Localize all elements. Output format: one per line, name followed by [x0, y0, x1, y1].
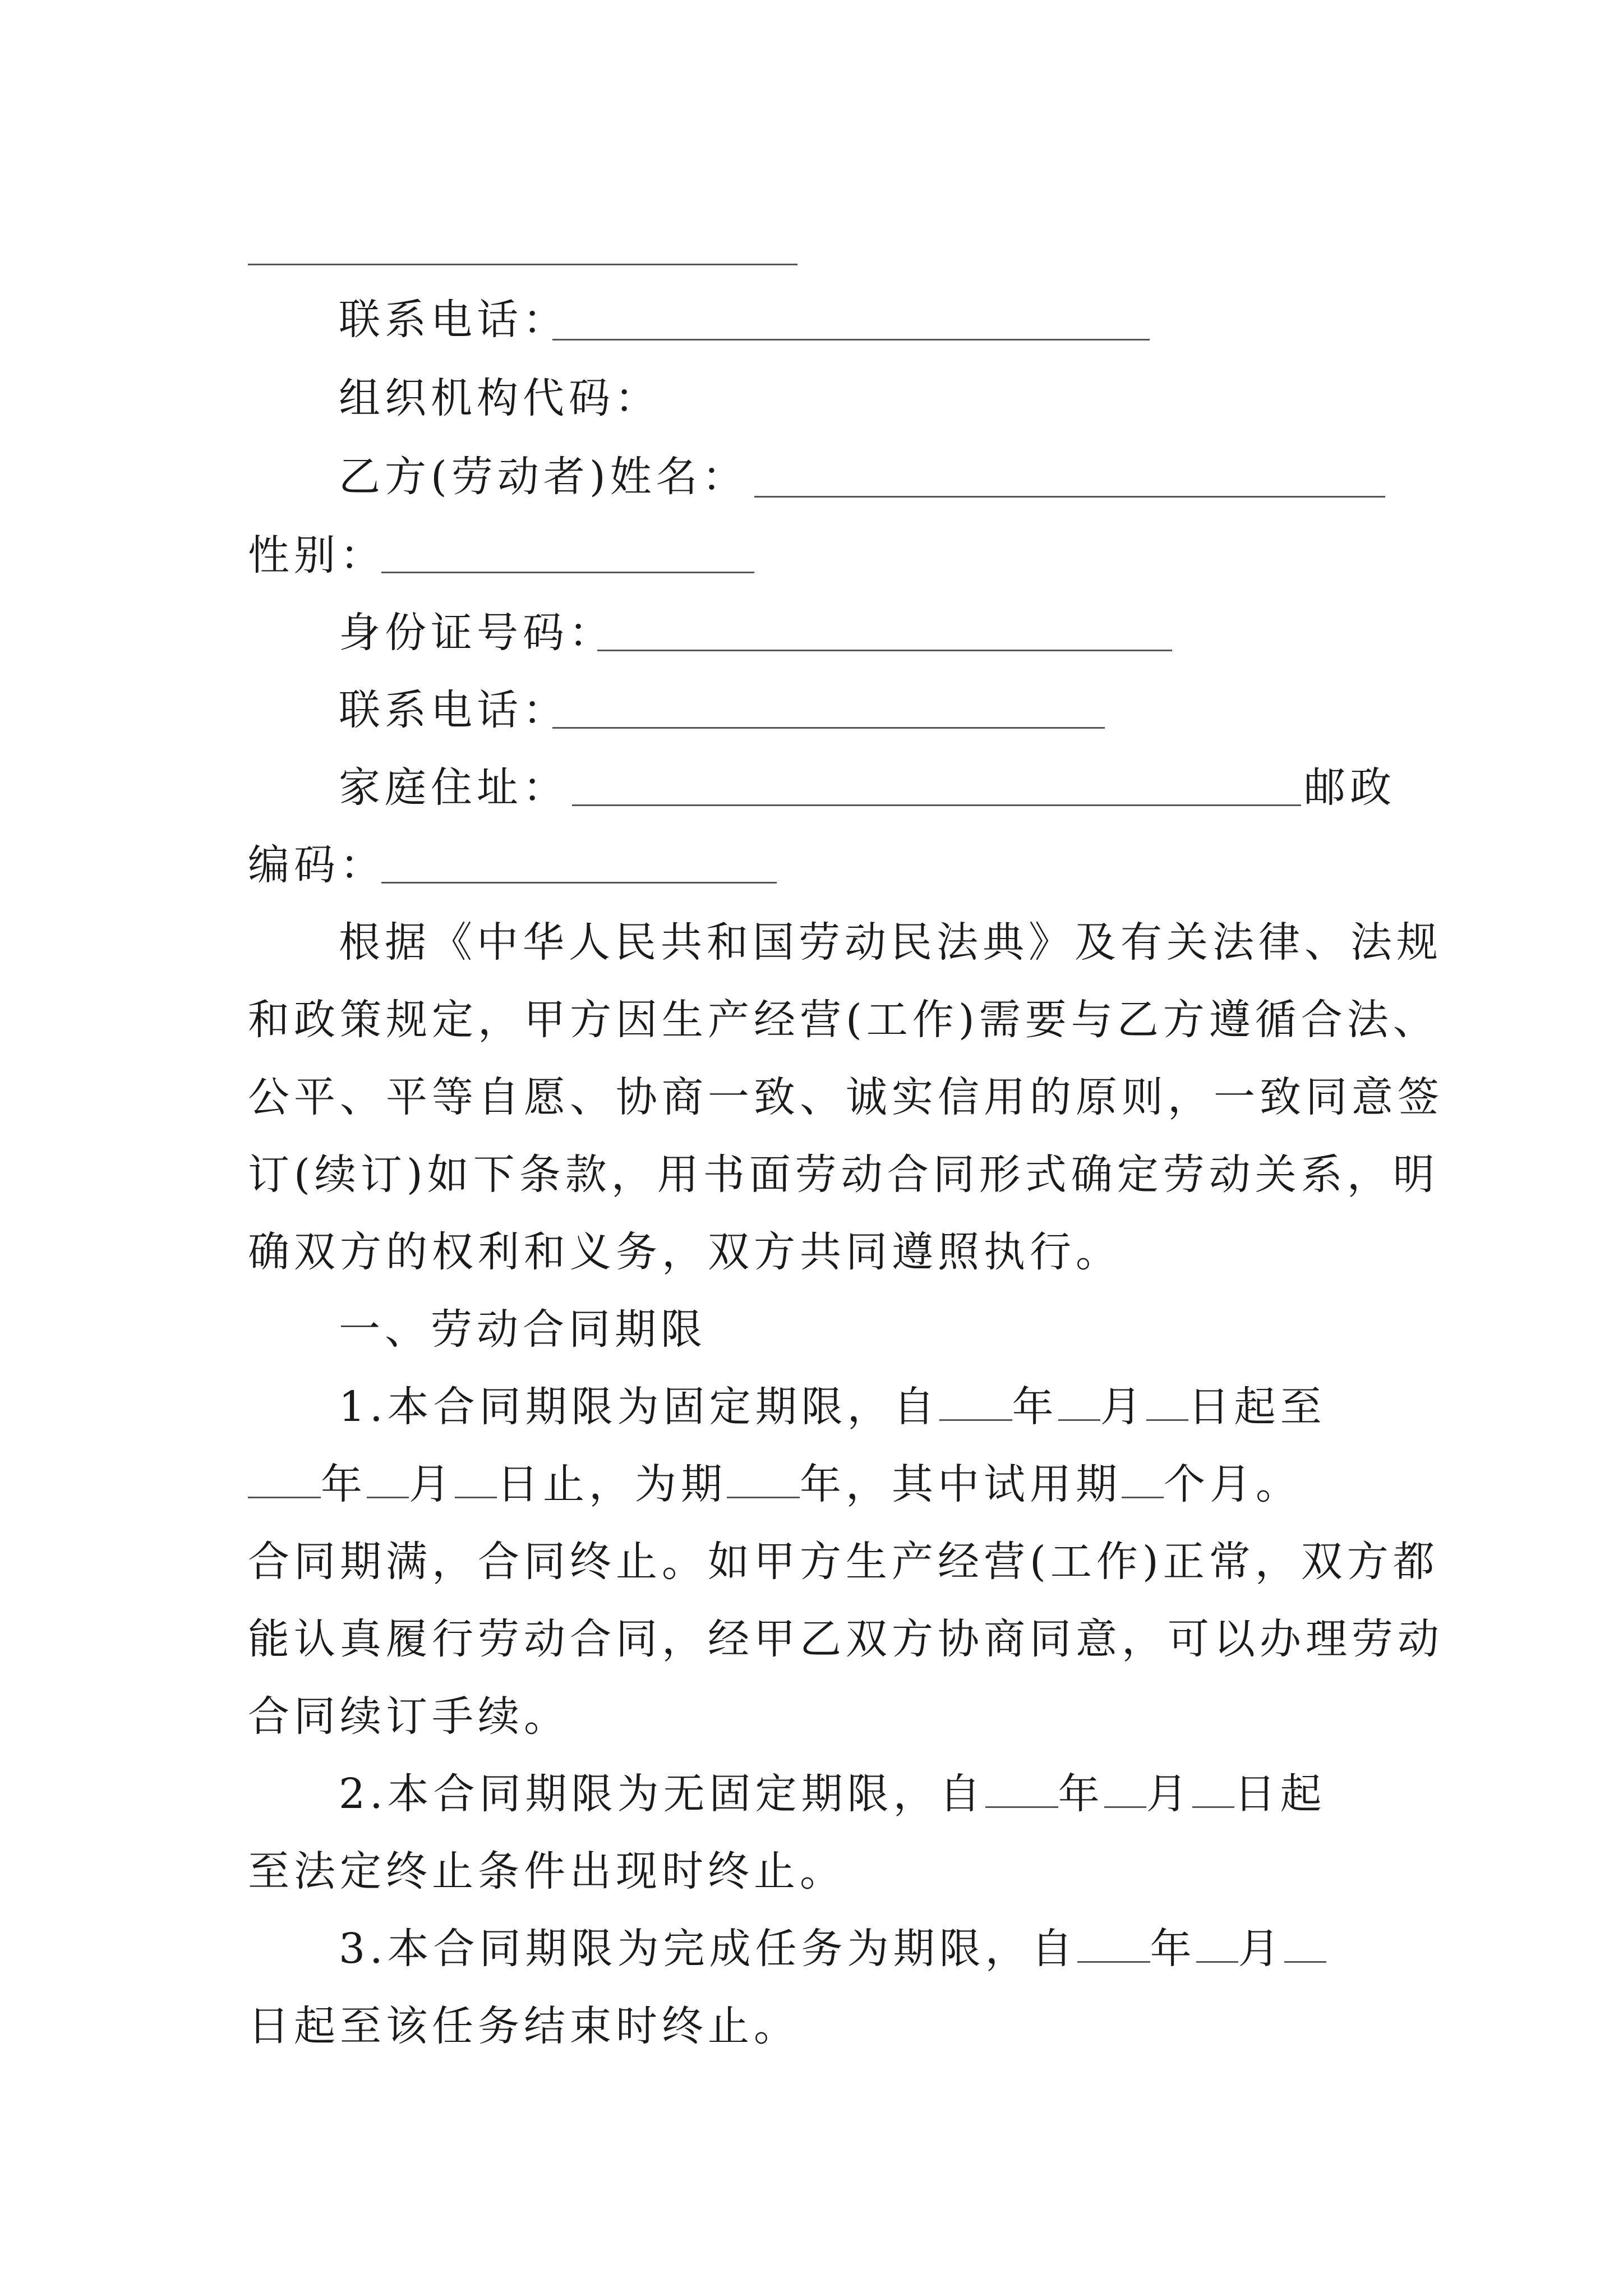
- party-b-gender-label: 性别：: [248, 531, 386, 579]
- item-1-months-end-label: 个月。: [1164, 1460, 1302, 1508]
- item-2-day-blank: [1192, 1801, 1234, 1808]
- item-2-month-label: 月: [1146, 1770, 1192, 1818]
- party-b-gender-row: [248, 527, 386, 583]
- preamble-line-4: 订(续订)如下条款，用书面劳动合同形式确定劳动关系，明: [248, 1151, 1439, 1199]
- section-1-heading: 一、劳动合同期限: [339, 1305, 707, 1354]
- item-1-trial-blank: [1122, 1491, 1164, 1498]
- item-1-start-month-blank: [1058, 1414, 1100, 1421]
- item-1-line-5: 合同续订手续。: [248, 1692, 570, 1741]
- party-b-postcode-label-part2: 编码：: [248, 841, 386, 889]
- item-1-year-label: 年: [1012, 1383, 1058, 1431]
- item-2-year-label: 年: [1058, 1770, 1104, 1818]
- item-1-line-2: [248, 1456, 1302, 1512]
- item-2-line-2: 至法定终止条件出现时终止。: [248, 1847, 846, 1895]
- item-2-day-label: 日起: [1234, 1770, 1326, 1818]
- item-3-text-a: 3.本合同期限为完成任务为期限，自: [339, 1925, 1077, 1973]
- party-b-address-blank: [572, 804, 1301, 806]
- party-b-name-label: 乙方(劳动者)姓名：: [339, 453, 748, 501]
- party-a-phone-row: [339, 292, 569, 348]
- preamble-line-2: 和政策规定，甲方因生产经营(工作)需要与乙方遵循合法、: [248, 996, 1439, 1044]
- party-b-phone-row: [339, 682, 569, 738]
- party-b-address-row: [339, 760, 569, 816]
- party-b-postcode-label-part1: 邮政: [1304, 763, 1396, 812]
- party-b-id-row: [339, 605, 615, 661]
- party-b-id-blank: [597, 650, 1172, 651]
- item-3-year-blank: [1077, 1955, 1150, 1963]
- party-a-phone-label: 联系电话：: [339, 296, 569, 344]
- item-1-line-1: [339, 1379, 1326, 1435]
- item-1-month-label: 月: [1100, 1383, 1146, 1431]
- item-1-duration-blank: [727, 1491, 800, 1498]
- item-2-year-blank: [985, 1801, 1058, 1808]
- item-1-start-year-blank: [939, 1414, 1012, 1421]
- preamble-line-1: 根据《中华人民共和国劳动民法典》及有关法律、法规: [339, 918, 1442, 967]
- party-b-phone-blank: [552, 727, 1105, 729]
- item-1-end-year-blank: [248, 1491, 321, 1498]
- item-1-end-month-label: 月: [409, 1460, 455, 1508]
- item-1-year-comma-label: 年，其中试用期: [800, 1460, 1122, 1508]
- item-3-month-blank: [1196, 1955, 1238, 1963]
- party-a-org-code-label: 组织机构代码：: [339, 374, 661, 422]
- party-b-phone-label: 联系电话：: [339, 686, 569, 734]
- item-1-day-to-label: 日止，为期: [497, 1460, 727, 1508]
- item-2-line-1: [339, 1766, 1326, 1822]
- item-2-month-blank: [1104, 1801, 1146, 1808]
- party-b-name-blank: [754, 496, 1385, 498]
- preamble-line-5: 确双方的权利和义务，双方共同遵照执行。: [248, 1228, 1122, 1276]
- party-a-org-code-row: [339, 370, 661, 426]
- item-2-text-a: 2.本合同期限为无固定期限，自: [339, 1770, 985, 1818]
- item-1-end-year-label: 年: [321, 1460, 367, 1508]
- item-1-end-month-blank: [367, 1491, 409, 1498]
- party-b-address-label: 家庭住址：: [339, 763, 569, 812]
- party-b-gender-blank: [381, 572, 754, 573]
- item-3-month-label: 月: [1238, 1925, 1284, 1973]
- party-b-name-row: [339, 449, 748, 505]
- item-3-day-blank: [1284, 1955, 1326, 1963]
- top-blank-line: [248, 264, 797, 265]
- item-1-line-4: 能认真履行劳动合同，经甲乙双方协商同意，可以办理劳动: [248, 1615, 1444, 1663]
- item-1-line-3: 合同期满，合同终止。如甲方生产经营(工作)正常，双方都: [248, 1538, 1439, 1586]
- party-a-phone-blank: [552, 339, 1150, 341]
- item-1-day-from-label: 日起至: [1188, 1383, 1326, 1431]
- item-1-text-a: 1.本合同期限为固定期限，自: [339, 1383, 939, 1431]
- party-b-id-label: 身份证号码：: [339, 609, 615, 657]
- item-1-end-day-blank: [455, 1491, 497, 1498]
- item-3-line-2: 日起至该任务结束时终止。: [248, 2002, 800, 2050]
- party-b-postcode-row: [248, 837, 386, 893]
- item-1-start-day-blank: [1146, 1414, 1188, 1421]
- preamble-line-3: 公平、平等自愿、协商一致、诚实信用的原则，一致同意签: [248, 1073, 1444, 1121]
- party-b-postcode-blank: [381, 882, 777, 884]
- item-3-line-1: [339, 1921, 1326, 1977]
- item-3-year-label: 年: [1150, 1925, 1196, 1973]
